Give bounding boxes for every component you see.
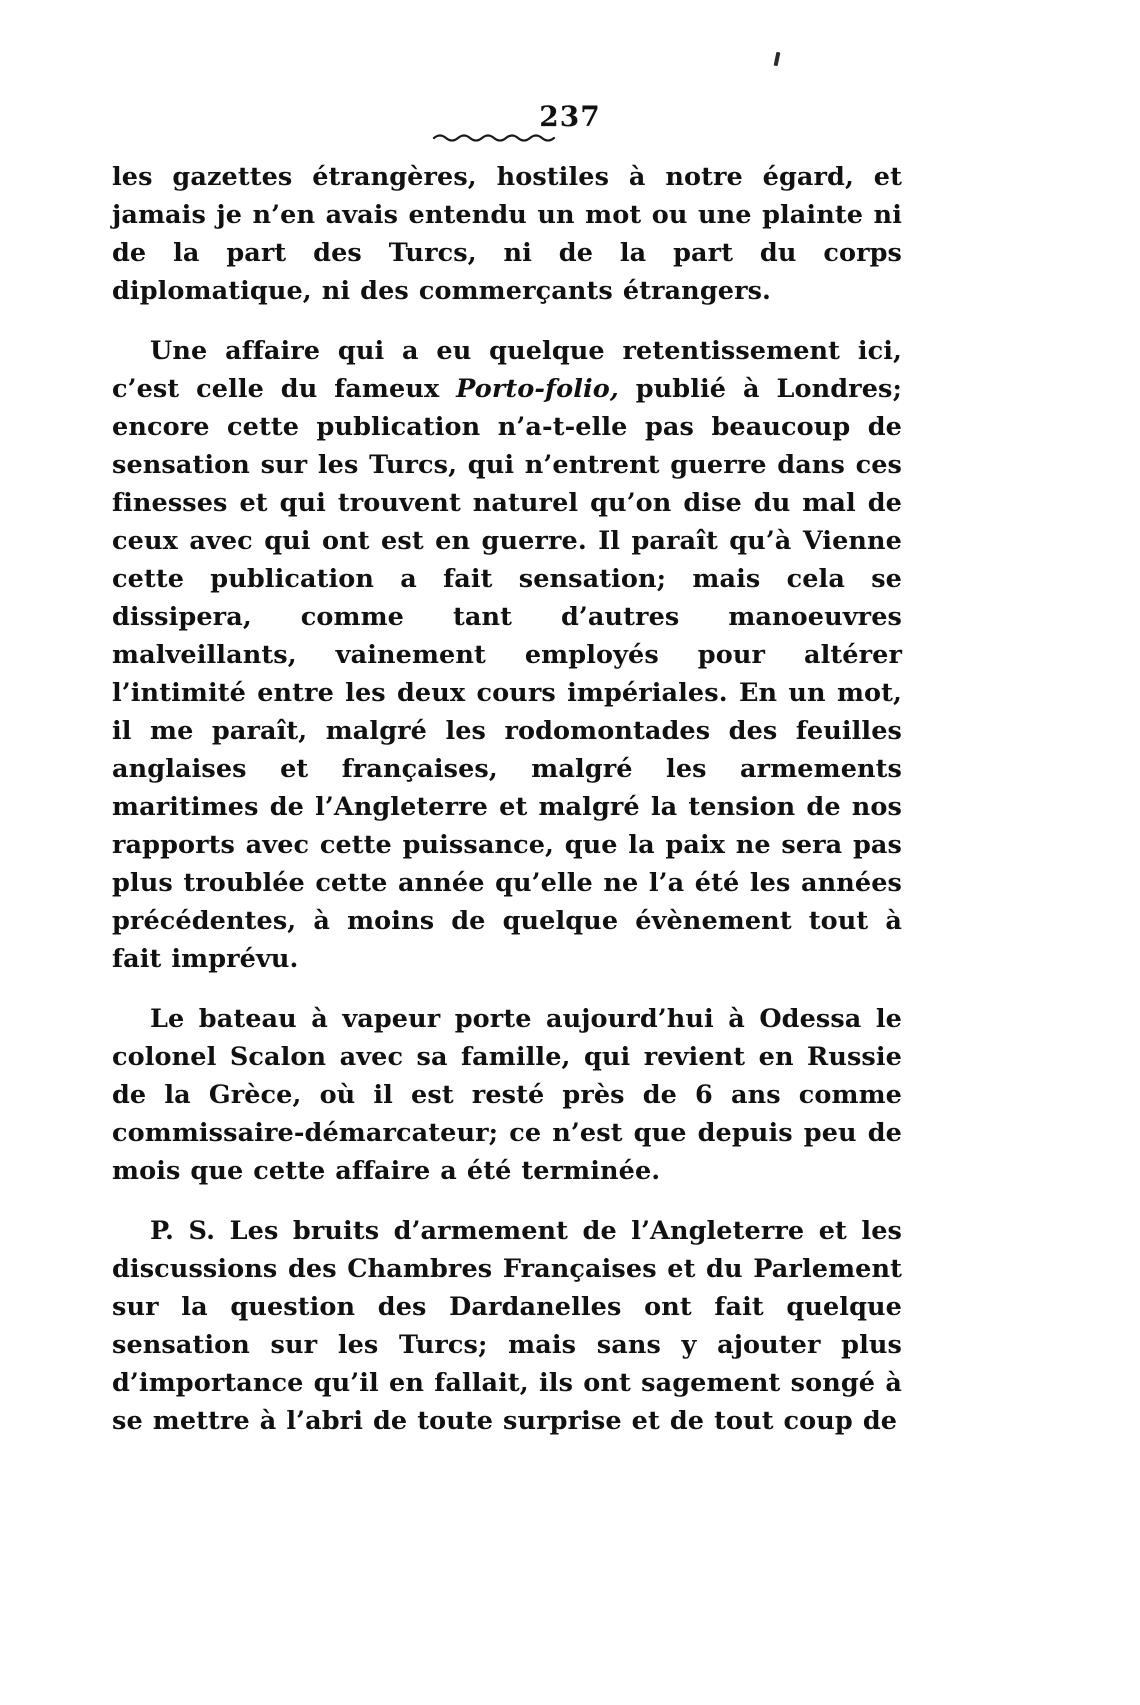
- paragraph-1: les gazettes étrangères, hostiles à notre égard, et jamais je n’en avais entendu un mot ou une plainte ni de la part des Turcs, ni de la part du corps diplomatique, ni des commerçants étrangers.: [112, 162, 902, 306]
- body-text: [112, 158, 902, 1440]
- decorative-rule: [432, 131, 572, 145]
- paragraph-2-part-2: publié à Londres; encore cette publication n’a-t-elle pas beaucoup de sensation sur les Turcs, qui n’entrent guerre dans ces finesses et qui trouvent naturel qu’on dise du mal de ceux avec qui ont est en guerre. Il paraît qu’à Vienne cette publication a fait sensation; mais cela se dissipera, comme tant d’autres manoeuvres malveillants, vainement employés pour altérer l’intimité entre les deux cours impériales. En un mot, il me paraît, malgré les rodomontades des feuilles anglaises et françaises, malgré les armements maritimes de l’Angleterre et malgré la tension de nos rapports avec cette puissance, que la paix ne sera pas plus troublée cette année qu’elle ne l’a été les années précédentes, à moins de quelque évènement tout à fait imprévu.: [112, 374, 902, 974]
- paragraph-3: Le bateau à vapeur porte aujourd’hui à Odessa le colonel Scalon avec sa famille, qui revient en Russie de la Grèce, où il est resté près de 6 ans comme commissaire-démarcateur; ce n’est que depuis peu de mois que cette affaire a été terminée.: [112, 1004, 902, 1186]
- ink-mark-icon: [774, 52, 781, 67]
- paragraph-4: P. S. Les bruits d’armement de l’Angleterre et les discussions des Chambres Françaises et du Parlement sur la question des Dardanelles ont fait quelque sensation sur les Turcs; mais sans y ajouter plus d’importance qu’il en fallait, ils ont sagement songé à se mettre à l’abri de toute surprise et de tout coup de: [112, 1216, 902, 1436]
- paragraph-2: [112, 332, 902, 978]
- page-number: 237: [539, 100, 601, 133]
- paragraph-2-part-1: Une affaire qui a eu quelque retentissement ici, c’est celle du fameux: [112, 336, 902, 404]
- title-porto-folio: Porto-folio,: [456, 374, 619, 404]
